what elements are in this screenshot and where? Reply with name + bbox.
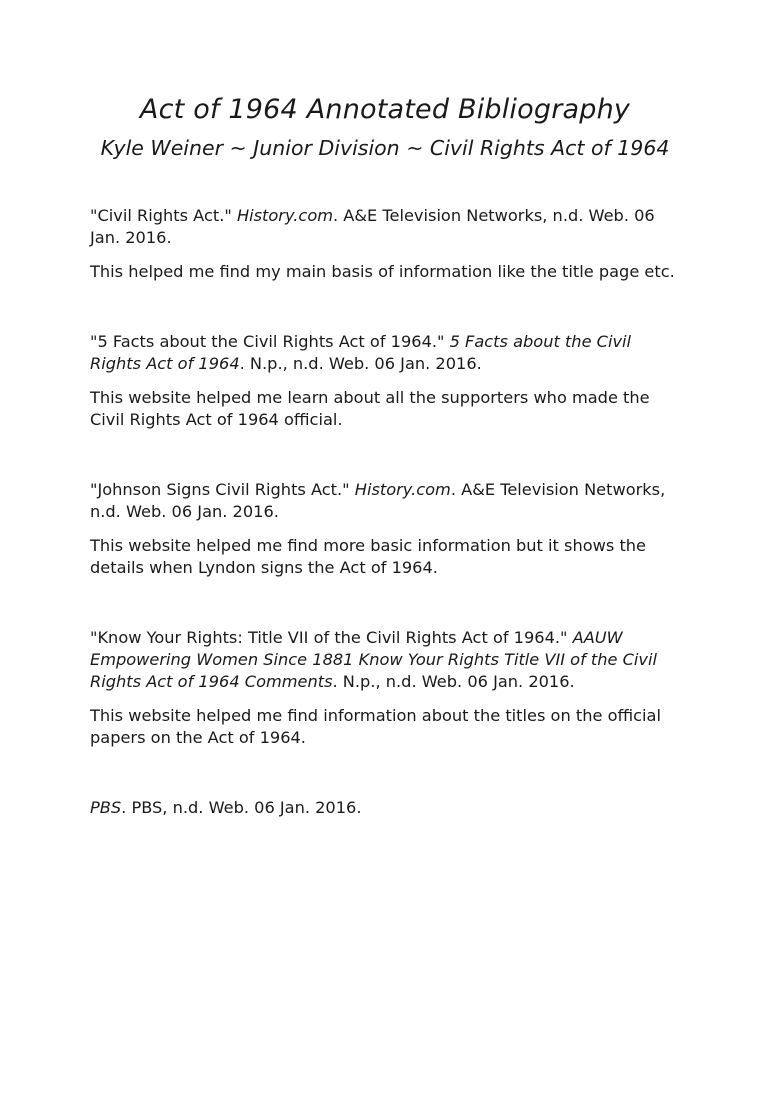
document-title: Act of 1964 Annotated Bibliography	[139, 94, 631, 125]
bibliography-entry	[90, 627, 680, 749]
citation	[90, 627, 680, 693]
citation-title: "5 Facts about the Civil Rights Act of 1964."	[90, 332, 450, 351]
citation-source: History.com	[354, 480, 451, 499]
citation	[90, 479, 680, 523]
citation	[90, 205, 680, 249]
annotation: This helped me find my main basis of information like the title page etc.	[90, 262, 675, 281]
citation-publication: . PBS, n.d. Web. 06 Jan. 2016.	[121, 798, 362, 817]
citation	[90, 797, 680, 819]
annotation: This website helped me learn about all the supporters who made the Civil Rights Act of 1964 official.	[90, 388, 650, 429]
citation	[90, 331, 680, 375]
citation-source: 5 Facts about the Civil Rights Act of 1964	[90, 332, 632, 373]
citation-source: History.com	[236, 206, 334, 225]
annotation: This website helped me find more basic information but it shows the details when Lyndon signs the Act of 1964.	[90, 536, 647, 577]
citation-title: "Johnson Signs Civil Rights Act."	[90, 480, 355, 499]
bibliography-list	[90, 205, 680, 819]
document-page	[0, 92, 768, 1116]
bibliography-entry	[90, 205, 680, 283]
citation-publication: . N.p., n.d. Web. 06 Jan. 2016.	[239, 354, 482, 373]
bibliography-entry	[90, 797, 680, 819]
citation-title: "Civil Rights Act."	[90, 206, 237, 225]
annotation: This website helped me find information about the titles on the official papers on the Act of 1964.	[90, 706, 661, 747]
citation-source: AAUW Empowering Women Since 1881 Know Your Rights Title VII of the Civil Rights Act of 1964 Comments	[90, 628, 658, 691]
bibliography-entry	[90, 331, 680, 431]
document-subtitle: Kyle Weiner ~ Junior Division ~ Civil Rights Act of 1964	[100, 136, 670, 160]
citation-title: "Know Your Rights: Title VII of the Civil Rights Act of 1964."	[90, 628, 573, 647]
citation-source: PBS	[90, 798, 122, 817]
bibliography-entry	[90, 479, 680, 579]
citation-publication: . A&E Television Networks, n.d. Web. 06 Jan. 2016.	[90, 206, 655, 247]
citation-publication: . N.p., n.d. Web. 06 Jan. 2016.	[332, 672, 575, 691]
citation-publication: . A&E Television Networks, n.d. Web. 06 Jan. 2016.	[90, 480, 666, 521]
